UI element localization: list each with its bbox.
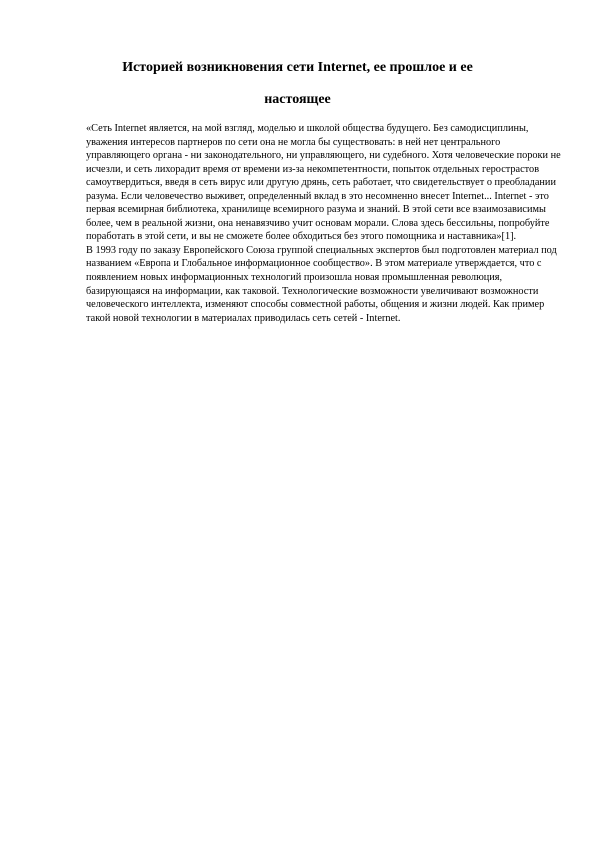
document-title-line-2: настоящее xyxy=(264,92,331,107)
document-body xyxy=(86,122,564,325)
document-title-line-1: Историей возникновения сети Internet, ее прошлое и ее xyxy=(122,60,473,75)
paragraph-quote: «Сеть Internet является, на мой взгляд, моделью и школой общества будущего. Без самодисциплины, уважения интересов партнеров по сети она не могла бы существовать: в ней нет центрального управляющего органа - ни законодательного, ни управляющего, ни судебного. Хотя человеческие пороки не исчезли, и сеть лихорадит время от времени из-за некомпетентности, попыток отдельных герострастов самоутвердиться, введя в сеть вирус или другую дрянь, сеть работает, что свидетельствует о преобладании разума. Если человечество выживет, определенный вклад в это несомненно внесет Internet... Internet - это первая всемирная библиотека, хранилище всемирного разума и знаний. В этой сети все взаимозависимы более, чем в реальной жизни, она ненавязчиво учит основам морали. Слова здесь бессильны, попробуйте поработать в этой сети, и вы не сможете более обходиться без этого помощника и наставника»[1]. xyxy=(86,123,561,243)
paragraph-eu-report: В 1993 году по заказу Европейского Союза группой специальных экспертов был подготовлен материал под названием «Европа и Глобальное информационное сообщество». В этом материале утверждается, что с появлением новых информационных технологий произошла новая промышленная революция, базирующаяся на информации, как таковой. Технологические возможности увеличивают возможности человеческого интеллекта, изменяют способы совместной работы, общения и жизни людей. Как пример такой новой технологии в материалах приводилась сеть сетей - Internet. xyxy=(86,244,557,324)
